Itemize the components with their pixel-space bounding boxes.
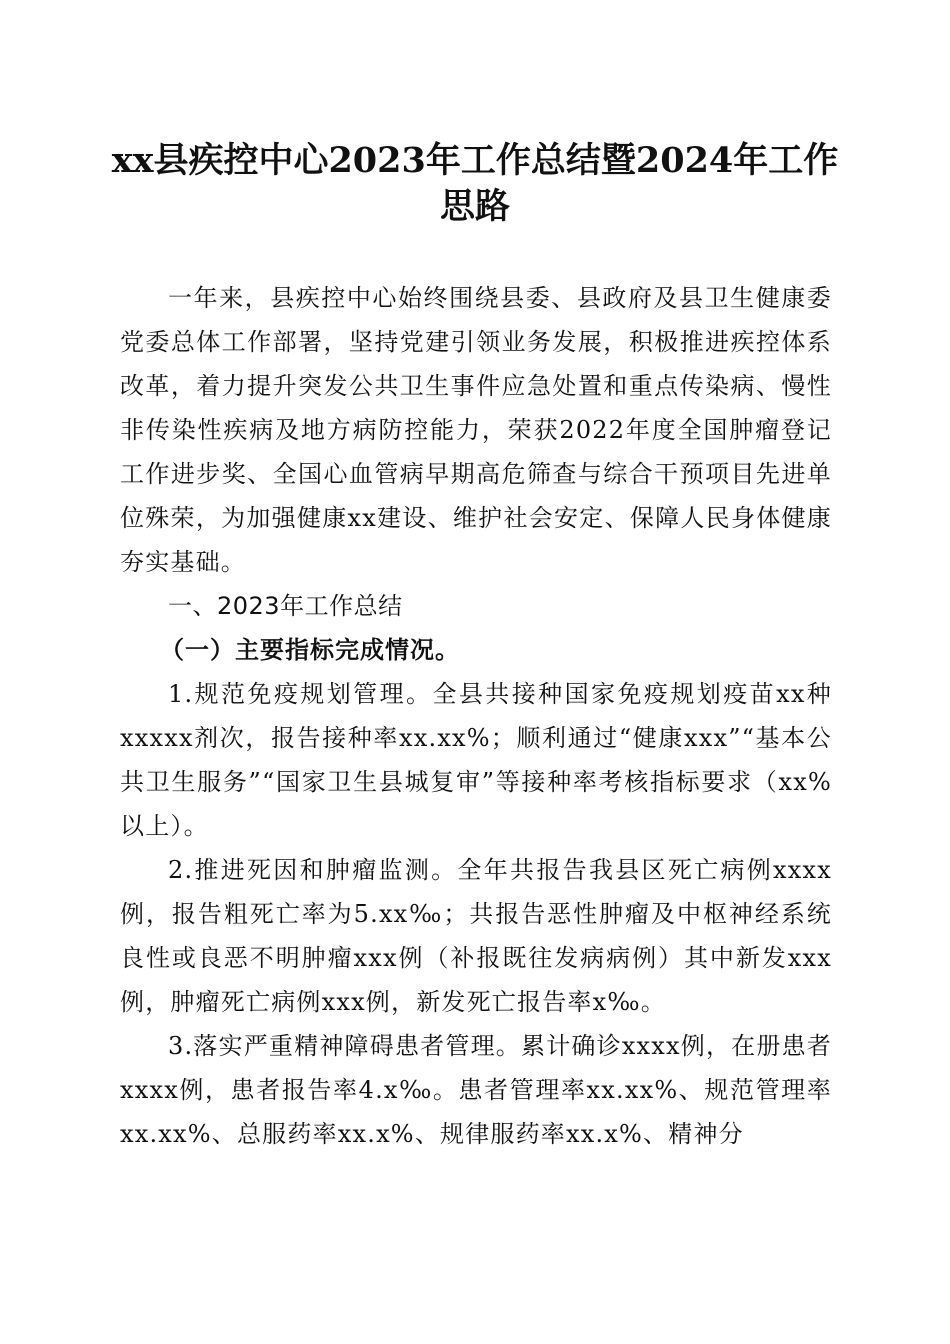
document-body: [120, 276, 832, 1156]
subsection-heading: （一）主要指标完成情况。: [160, 635, 460, 664]
section-heading: 一、2023年工作总结: [168, 592, 403, 620]
item-paragraph-1: 1.规范免疫规划管理。全县共接种国家免疫规划疫苗xx种xxxxx剂次，报告接种率xx.xx%；顺利通过“健康xxx”“基本公共卫生服务”“国家卫生县城复审”等接种率考核指标要求（xx%以上）。: [120, 680, 832, 840]
intro-paragraph: 一年来，县疾控中心始终围绕县委、县政府及县卫生健康委党委总体工作部署，坚持党建引领业务发展，积极推进疾控体系改革，着力提升突发公共卫生事件应急处置和重点传染病、慢性非传染性疾病及地方病防控能力，荣获2022年度全国肿瘤登记工作进步奖、全国心血管病早期高危筛查与综合干预项目先进单位殊荣，为加强健康xx建设、维护社会安定、保障人民身体健康夯实基础。: [120, 284, 832, 576]
title-line-1: xx县疾控中心2023年工作总结暨2024年工作: [111, 140, 839, 181]
title-line-2: 思路: [439, 186, 510, 227]
item-paragraph-3: 3.落实严重精神障碍患者管理。累计确诊xxxx例，在册患者xxxx例，患者报告率4.x‰。患者管理率xx.xx%、规范管理率xx.xx%、总服药率xx.x%、规律服药率xx.x%、精神分: [120, 1032, 832, 1148]
item-paragraph-2: 2.推进死因和肿瘤监测。全年共报告我县区死亡病例xxxx例，报告粗死亡率为5.xx‰；共报告恶性肿瘤及中枢神经系统良性或良恶不明肿瘤xxx例（补报既往发病病例）其中新发xxx例，肿瘤死亡病例xxx例，新发死亡报告率x‰。: [120, 856, 832, 1016]
document-title: [100, 138, 850, 230]
